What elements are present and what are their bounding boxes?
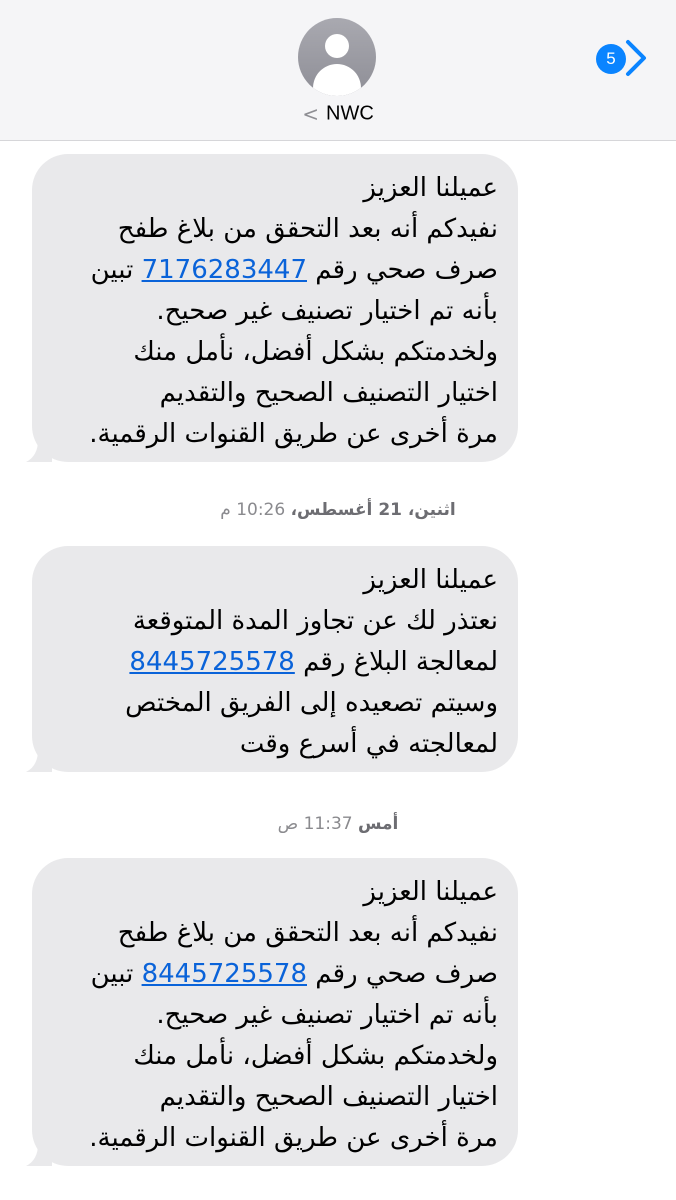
message-line: ولخدمتكم بشكل أفضل، نأمل منك xyxy=(133,337,498,367)
contact-name-row[interactable] xyxy=(0,102,676,128)
message-line: نفيدكم أنه بعد التحقق من بلاغ طفح xyxy=(117,918,498,948)
message-line: بأنه تم اختيار تصنيف غير صحيح. xyxy=(156,1000,498,1030)
message-timestamp: اثنين، 21 أغسطس، 10:26 م xyxy=(220,500,456,520)
message-line: عميلنا العزيز xyxy=(363,173,498,203)
message-line: بأنه تم اختيار تصنيف غير صحيح. xyxy=(156,296,498,326)
message-line: اختيار التصنيف الصحيح والتقديم xyxy=(159,378,498,408)
message-line: نعتذر لك عن تجاوز المدة المتوقعة xyxy=(132,606,498,636)
message-line: مرة أخرى عن طريق القنوات الرقمية. xyxy=(89,419,498,449)
message-line: لمعالجته في أسرع وقت xyxy=(239,729,498,759)
message-bubble[interactable] xyxy=(32,546,518,772)
bubble-tail xyxy=(24,750,52,772)
message-line: صرف صحي رقم 8445725578 تبين xyxy=(90,959,498,989)
message-bubble[interactable] xyxy=(32,858,518,1166)
message-line: عميلنا العزيز xyxy=(363,565,498,595)
message-line: لمعالجة البلاغ رقم 8445725578 xyxy=(129,647,498,677)
message-timestamp: أمس 11:37 ص xyxy=(277,814,399,834)
contact-name: NWC xyxy=(326,102,374,125)
chevron-right-icon[interactable] xyxy=(624,36,648,80)
person-silhouette-icon xyxy=(325,34,349,58)
message-line: اختيار التصنيف الصحيح والتقديم xyxy=(159,1082,498,1112)
report-number-link[interactable]: 8445725578 xyxy=(141,959,307,989)
message-line: عميلنا العزيز xyxy=(363,877,498,907)
message-line: وسيتم تصعيده إلى الفريق المختص xyxy=(125,688,498,718)
message-bubble[interactable] xyxy=(32,154,518,462)
bubble-tail xyxy=(24,440,52,462)
report-number-link[interactable]: 8445725578 xyxy=(129,647,295,677)
unread-count-badge[interactable]: 5 xyxy=(596,44,626,74)
conversation-header xyxy=(0,0,676,141)
message-line: مرة أخرى عن طريق القنوات الرقمية. xyxy=(89,1123,498,1153)
message-line: صرف صحي رقم 7176283447 تبين xyxy=(90,255,498,285)
message-line: ولخدمتكم بشكل أفضل، نأمل منك xyxy=(133,1041,498,1071)
contact-avatar[interactable] xyxy=(298,18,376,96)
chevron-left-icon: < xyxy=(302,102,319,126)
message-line: نفيدكم أنه بعد التحقق من بلاغ طفح xyxy=(117,214,498,244)
report-number-link[interactable]: 7176283447 xyxy=(141,255,307,285)
bubble-tail xyxy=(24,1144,52,1166)
